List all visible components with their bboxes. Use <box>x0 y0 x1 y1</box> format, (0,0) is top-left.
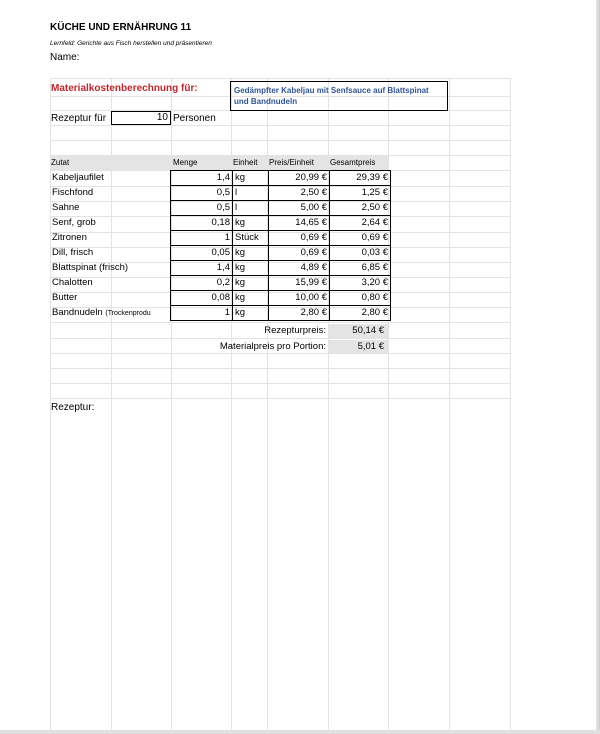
table-row <box>50 171 391 186</box>
table-row <box>50 186 391 201</box>
persons-input-cell[interactable]: 10 <box>111 111 171 125</box>
ingredient-price[interactable]: 14,65 € <box>269 216 330 231</box>
ingredient-qty[interactable]: 1,4 <box>171 261 233 276</box>
ingredient-name[interactable]: Kabeljaufilet <box>52 172 104 183</box>
dish-name-cell[interactable]: Gedämpfter Kabeljau mit Senfsauce auf Blattspinat und Bandnudeln <box>230 81 448 111</box>
ingredient-unit[interactable]: kg <box>233 291 269 306</box>
ingredient-unit[interactable]: kg <box>233 216 269 231</box>
ingredient-unit[interactable]: kg <box>233 306 269 321</box>
material-cost-label: Materialkostenberechnung für: <box>51 83 198 94</box>
page-bottom-shadow <box>0 730 600 734</box>
document-title: KÜCHE UND ERNÄHRUNG 11 <box>50 22 192 33</box>
ingredient-qty[interactable]: 0,18 <box>171 216 233 231</box>
ingredient-price[interactable]: 4,89 € <box>269 261 330 276</box>
document-subtitle: Lernfeld: Gerichte aus Fisch herstellen und präsentieren <box>50 40 212 47</box>
ingredient-price[interactable]: 5,00 € <box>269 201 330 216</box>
table-row <box>50 201 391 216</box>
table-row <box>50 231 391 246</box>
ingredient-total[interactable]: 0,03 € <box>330 246 391 261</box>
recipe-for-label: Rezeptur für <box>51 113 107 124</box>
table-row <box>50 306 391 321</box>
ingredient-qty[interactable]: 0,05 <box>171 246 233 261</box>
table-row <box>50 216 391 231</box>
ingredient-qty[interactable]: 1,4 <box>171 171 233 186</box>
recipe-section-label: Rezeptur: <box>51 402 95 413</box>
ingredient-total[interactable]: 3,20 € <box>330 276 391 291</box>
portion-price-value[interactable]: 5,01 € <box>328 340 388 354</box>
ingredient-total[interactable]: 2,64 € <box>330 216 391 231</box>
ingredient-name[interactable] <box>50 306 171 321</box>
recipe-price-label: Rezepturpreis: <box>264 325 326 336</box>
table-row <box>50 246 391 261</box>
recipe-price-value[interactable]: 50,14 € <box>328 324 388 338</box>
table-row <box>50 261 391 276</box>
portion-price-label: Materialpreis pro Portion: <box>219 341 326 352</box>
table-row <box>50 276 391 291</box>
ingredient-qty[interactable]: 1 <box>171 306 233 321</box>
ingredient-name-main: Bandnudeln <box>52 306 103 318</box>
ingredient-name[interactable]: Zitronen <box>52 232 87 243</box>
ingredient-total[interactable]: 6,85 € <box>330 261 391 276</box>
ingredient-name[interactable]: Sahne <box>52 202 80 213</box>
ingredient-name[interactable]: Senf, grob <box>52 217 96 228</box>
ingredient-qty[interactable]: 1 <box>171 231 233 246</box>
ingredient-name[interactable]: Blattspinat (frisch) <box>52 262 129 273</box>
ingredient-unit[interactable]: l <box>233 186 269 201</box>
ingredient-unit[interactable]: kg <box>233 171 269 186</box>
ingredient-price[interactable]: 2,50 € <box>269 186 330 201</box>
ingredient-total[interactable]: 1,25 € <box>330 186 391 201</box>
ingredient-unit[interactable]: Stück <box>233 231 269 246</box>
table-row <box>50 291 391 306</box>
ingredient-name[interactable]: Fischfond <box>52 187 94 198</box>
ingredient-unit[interactable]: l <box>233 201 269 216</box>
name-label: Name: <box>50 52 80 63</box>
ingredient-total[interactable]: 2,80 € <box>330 306 391 321</box>
ingredient-unit[interactable]: kg <box>233 246 269 261</box>
persons-label: Personen <box>173 113 216 124</box>
ingredient-qty[interactable]: 0,5 <box>171 201 233 216</box>
ingredient-name[interactable]: Chalotten <box>52 277 93 288</box>
ingredient-unit[interactable]: kg <box>233 276 269 291</box>
ingredient-qty[interactable]: 0,08 <box>171 291 233 306</box>
ingredient-price[interactable]: 10,00 € <box>269 291 330 306</box>
page-edge-shadow <box>596 0 600 734</box>
col-header-qty: Menge <box>173 158 198 167</box>
ingredient-qty[interactable]: 0,5 <box>171 186 233 201</box>
ingredient-price[interactable]: 0,69 € <box>269 246 330 261</box>
ingredient-price[interactable]: 0,69 € <box>269 231 330 246</box>
ingredient-total[interactable]: 2,50 € <box>330 201 391 216</box>
col-header-item: Zutat <box>51 158 70 167</box>
ingredient-total[interactable]: 0,69 € <box>330 231 391 246</box>
ingredient-total[interactable]: 29,39 € <box>330 171 391 186</box>
ingredient-price[interactable]: 20,99 € <box>269 171 330 186</box>
ingredient-qty[interactable]: 0,2 <box>171 276 233 291</box>
ingredient-price[interactable]: 15,99 € <box>269 276 330 291</box>
ingredient-unit[interactable]: kg <box>233 261 269 276</box>
ingredient-name[interactable]: Butter <box>52 292 78 303</box>
col-header-total: Gesamtpreis <box>330 158 376 167</box>
col-header-price: Preis/Einheit <box>269 158 314 167</box>
ingredients-table <box>50 170 391 321</box>
ingredient-name-suffix: (Trockenprodu <box>105 309 151 317</box>
ingredient-total[interactable]: 0,80 € <box>330 291 391 306</box>
col-header-unit: Einheit <box>233 158 258 167</box>
ingredient-price[interactable]: 2,80 € <box>269 306 330 321</box>
ingredient-name[interactable]: Dill, frisch <box>52 247 94 258</box>
